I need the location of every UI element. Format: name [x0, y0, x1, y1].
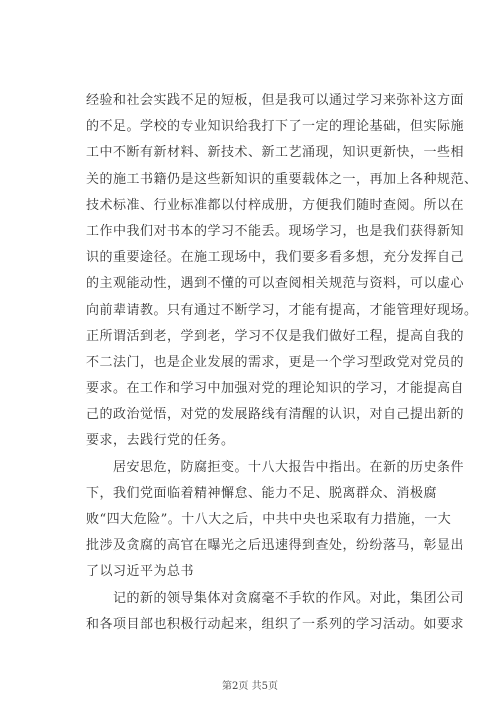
text-line: 要求，去践行党的任务。	[86, 433, 235, 449]
text-line: 下，我们党面临着精神懈怠、能力不足、脱离群众、消极腐	[86, 485, 438, 501]
page-number: 第2页 共5页	[222, 681, 278, 692]
body-text	[86, 88, 478, 638]
text-line: 和各项目部也积极行动起来，组织了一系列的学习活动。如要求	[86, 616, 465, 632]
text-line: 识的重要途径。在施工现场中，我们要多看多想，充分发挥自己	[86, 250, 465, 266]
text-line: 记的新的领导集体对贪腐毫不手软的作风。对此，集团公司	[86, 590, 465, 606]
text-line: 己的政治觉悟，对党的发展路线有清醒的认识，对自己提出新的	[86, 407, 465, 423]
text-line: 经验和社会实践不足的短板，但是我可以通过学习来弥补这方面	[86, 93, 465, 108]
text-line: 要求。在工作和学习中加强对党的理论知识的学习，才能提高自	[86, 381, 465, 397]
text-line: 不二法门，也是企业发展的需求，更是一个学习型政党对党员的	[86, 354, 465, 370]
text-line: 正所谓活到老，学到老，学习不仅是我们做好工程，提高自我的	[86, 328, 465, 344]
text-line: 了以习近平为总书	[86, 564, 195, 580]
text-line: 居安思危，防腐拒变。十八大报告中指出。在新的历史条件	[86, 459, 465, 475]
text-line: 工作中我们对书本的学习不能丢。现场学习，也是我们获得新知	[86, 223, 465, 239]
text-line: 的主观能动性，遇到不懂的可以查阅相关规范与资料，可以虚心	[86, 276, 465, 292]
text-line: 关的施工书籍仍是这些新知识的重要载体之一，再加上各种规范、	[86, 171, 478, 187]
text-line: 技术标准、行业标准都以付梓成册，方便我们随时查阅。所以在	[86, 197, 465, 213]
text-line: 工中不断有新材料、新技术、新工艺涌现，知识更新快，一些相	[86, 145, 465, 161]
text-line: 批涉及贪腐的高官在曝光之后迅速得到查处，纷纷落马，彰显出	[86, 538, 465, 554]
text-line: 的不足。学校的专业知识给我打下了一定的理论基础，但实际施	[86, 119, 465, 135]
text-line: 败“四大危险”。十八大之后，中共中央也采取有力措施，一大	[86, 512, 452, 527]
text-line: 向前辈请教。只有通过不断学习，才能有提高，才能管理好现场。	[86, 302, 478, 318]
